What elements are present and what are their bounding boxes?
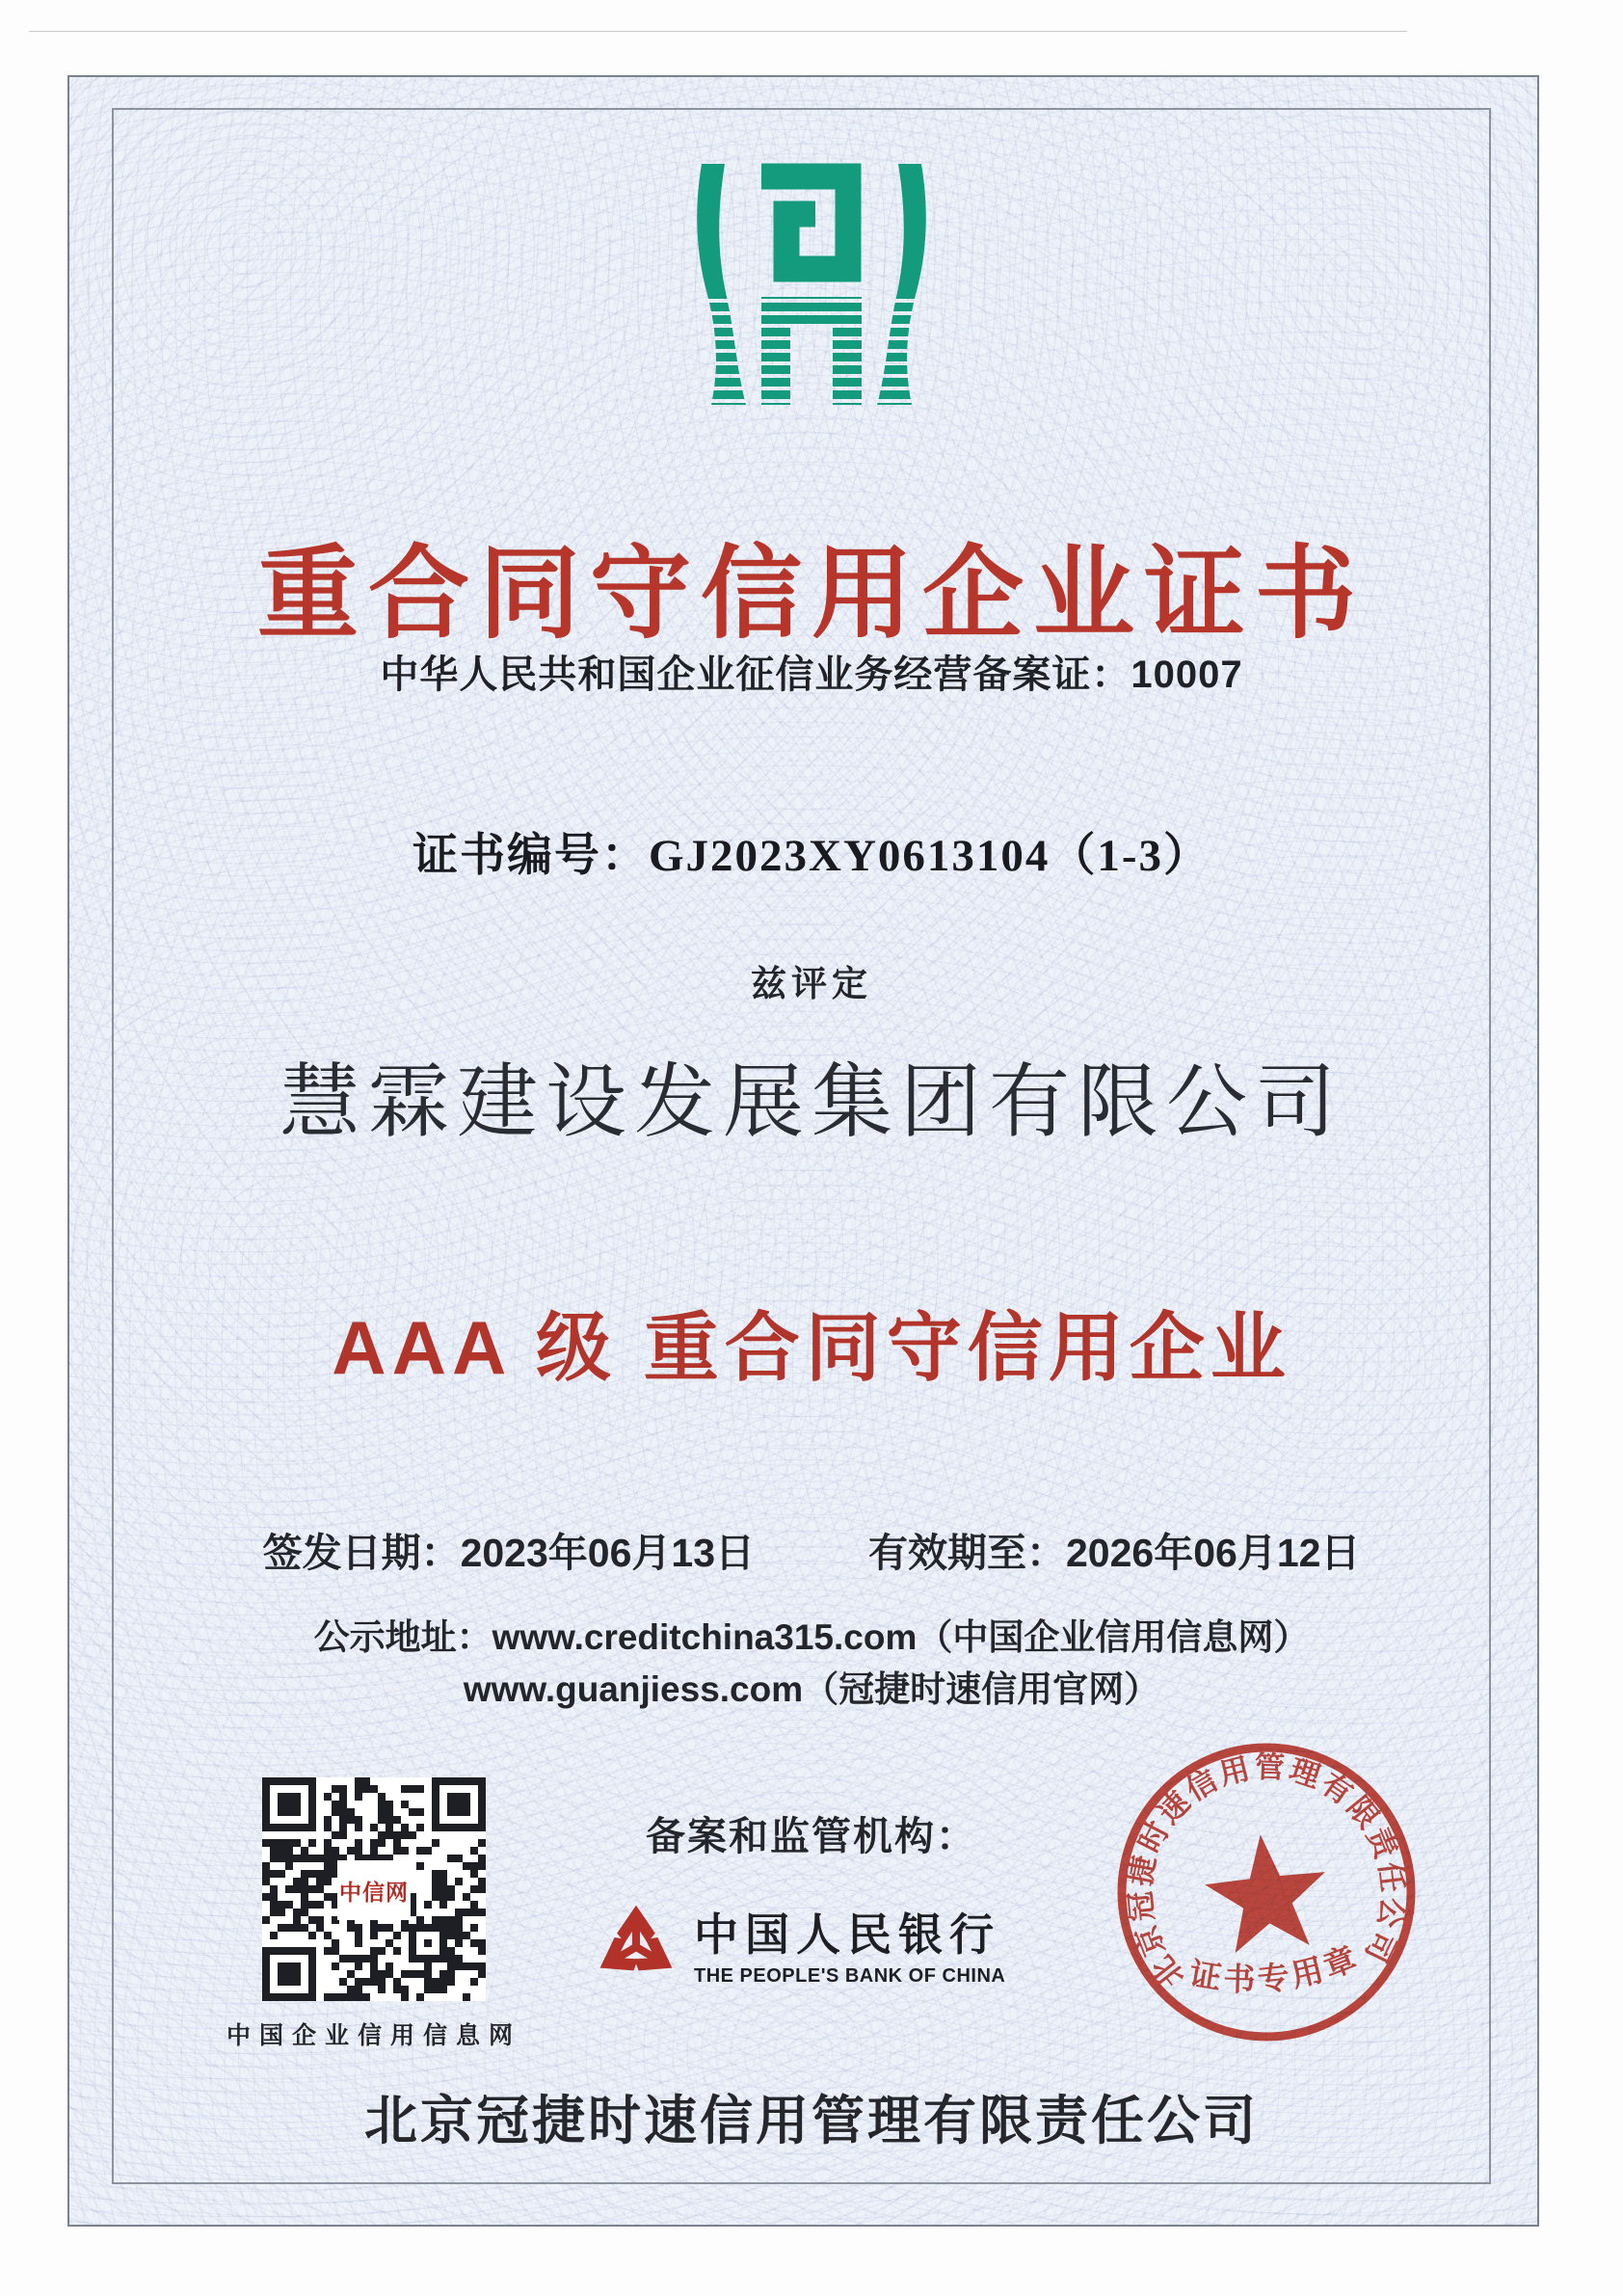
hereby-text: 兹评定 <box>751 964 872 1003</box>
issue-date-label: 签发日期： <box>262 1531 461 1575</box>
qr-center-label: 中信网 <box>337 1860 411 1920</box>
certificate-number-value: GJ2023XY0613104（1-3） <box>648 831 1211 881</box>
pbc-logo-icon <box>594 1895 678 1991</box>
hg-logo-graphic <box>686 152 937 407</box>
pbc-name-cn: 中国人民银行 <box>694 1909 1000 1960</box>
publicity-label: 公示地址： <box>313 1617 492 1657</box>
publicity-line-2: www.guanjiess.com（冠捷时速信用官网） <box>463 1669 1160 1709</box>
pbc-text-block <box>694 1900 1005 1988</box>
pbc-name-en: THE PEOPLE'S BANK OF CHINA <box>694 1964 1006 1987</box>
svg-text:证书专用章 <box>1184 1937 1367 2005</box>
regulator-label: 备案和监管机构： <box>646 1814 977 1858</box>
issuer-logo-icon <box>686 152 937 407</box>
publicity-site-1: www.creditchina315.com（中国企业信用信息网） <box>492 1617 1310 1657</box>
valid-until-label: 有效期至： <box>868 1531 1066 1575</box>
valid-until <box>868 1521 1360 1578</box>
issue-date-value: 2023年06月13日 <box>460 1531 755 1575</box>
certificate-number-line <box>0 819 1623 884</box>
seal-type-text: 证书专用章 <box>1186 1938 1365 1998</box>
issue-date <box>263 1521 755 1578</box>
seal-star-icon <box>1200 1829 1332 1956</box>
certificate-number-label: 证书编号： <box>412 831 649 881</box>
publicity-line-1 <box>0 1608 1623 1660</box>
filing-line: 中华人民共和国企业征信业务经营备案证：10007 <box>380 654 1243 696</box>
pbc-block <box>594 1895 1005 1991</box>
dates-row <box>0 1521 1623 1578</box>
qr-caption: 中国企业信用信息网 <box>226 2022 522 2049</box>
scan-edge-line <box>29 31 1407 32</box>
valid-until-value: 2026年06月12日 <box>1066 1531 1361 1575</box>
certificate-title: 重合同守信用企业证书 <box>256 538 1366 651</box>
seal-graphic <box>1104 1730 1428 2054</box>
rating-line: AAA 级 重合同守信用企业 <box>332 1305 1291 1390</box>
company-seal <box>1104 1730 1428 2054</box>
company-name: 慧霖建设发展集团有限公司 <box>279 1058 1344 1148</box>
seal-company-text: 北京冠捷时速信用管理有限责任公司 <box>1123 1749 1411 1994</box>
issuer-name: 北京冠捷时速信用管理有限责任公司 <box>363 2091 1259 2150</box>
